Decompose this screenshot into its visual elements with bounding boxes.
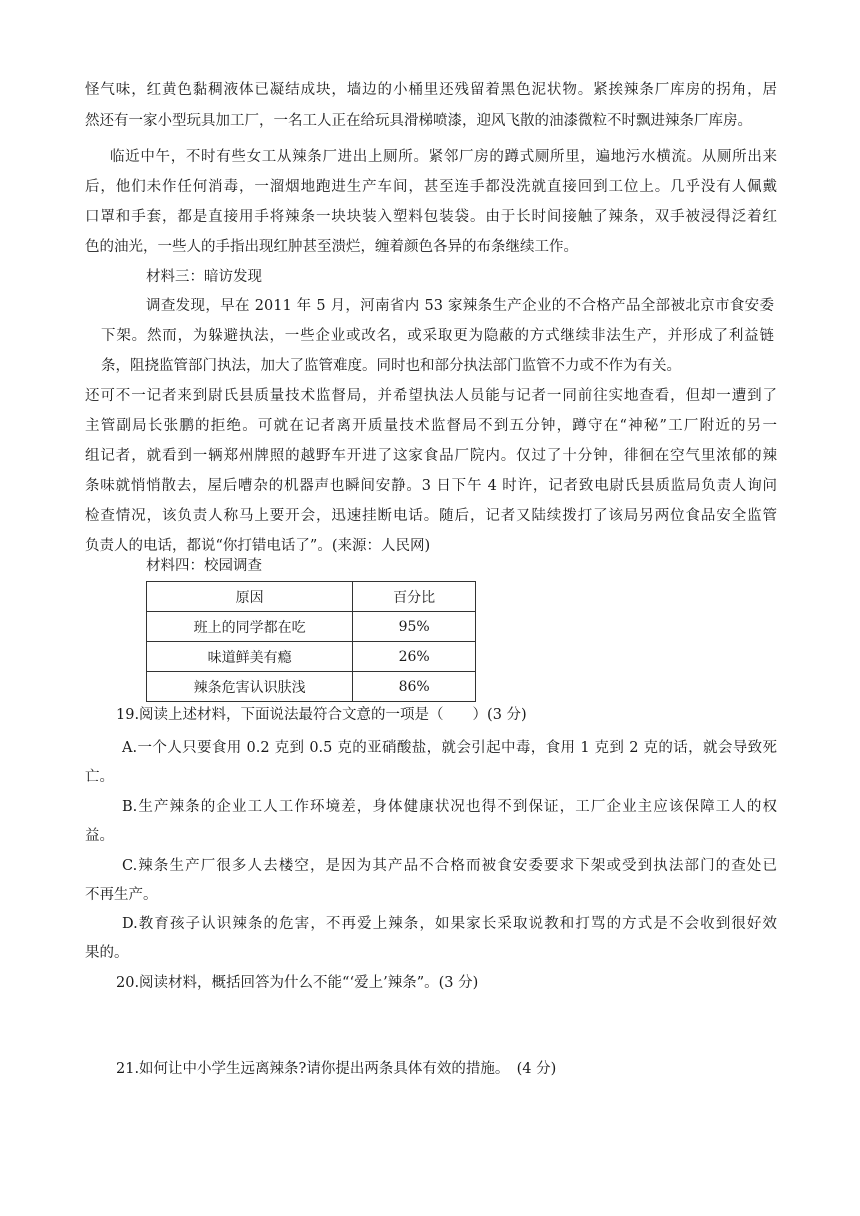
paragraph2-line4: 色的油光，一些人的手指出现红肿甚至溃烂，缠着颜色各异的布条继续工作。: [85, 239, 578, 255]
table-cell-percent: 95%: [353, 612, 476, 642]
material3-line6: 组记者，就看到一辆郑州牌照的越野车开进了这家食品厂院内。仅过了十分钟，徘徊在空气里浓郁的辣: [85, 448, 777, 464]
material3-line1: 调查发现，早在 2011 年 5 月，河南省内 53 家辣条生产企业的不合格产品全部被北京市食安委: [146, 298, 774, 314]
material3-line9: 负责人的电话，都说“你打错电话了”。(来源：人民网): [85, 538, 431, 554]
material3-line3: 条，阻挠监管部门执法，加大了监管难度。同时也和部分执法部门监管不力或不作为有关。: [101, 358, 681, 374]
paragraph1-line1: 怪气味，红黄色黏稠液体已凝结成块，墙边的小桶里还残留着黑色泥状物。紧挨辣条厂库房的拐角，居: [85, 82, 777, 98]
material4-heading: 材料四：校园调查: [146, 558, 262, 574]
q19-option-c-line1: C.辣条生产厂很多人去楼空，是因为其产品不合格而被食安委要求下架或受到执法部门的查处已: [122, 858, 777, 874]
material3-line7: 条味就悄悄散去，屋后嘈杂的机器声也瞬间安静。3 日下午 4 时许，记者致电尉氏县质监局负责人询问: [85, 478, 777, 494]
survey-table: [146, 581, 476, 702]
material3-heading: 材料三：暗访发现: [146, 269, 262, 285]
table-header-reason: 原因: [147, 582, 353, 612]
table-cell-percent: 86%: [353, 672, 476, 702]
table-cell-percent: 26%: [353, 642, 476, 672]
q19-option-a-line2: 亡。: [85, 769, 114, 785]
q19-option-c-line2: 不再生产。: [85, 887, 158, 903]
table-header-row: [147, 582, 476, 612]
q20-stem: 20.阅读材料，概括回答为什么不能“‘爱上’辣条”。(3 分): [116, 975, 479, 991]
q19-option-b-line1: B.生产辣条的企业工人工作环境差，身体健康状况也得不到保证，工厂企业主应该保障工人的权: [122, 799, 777, 815]
material3-line4: 还可不一记者来到尉氏县质量技术监督局，并希望执法人员能与记者一同前往实地查看，但却一遭到了: [85, 388, 777, 404]
table-header-percent: 百分比: [353, 582, 476, 612]
table-cell-reason: 辣条危害认识肤浅: [147, 672, 353, 702]
material3-line2: 下架。然而，为躲避执法，一些企业或改名，或采取更为隐蔽的方式继续非法生产，并形成了利益链: [101, 328, 774, 344]
paragraph2-line2: 后，他们未作任何消毒，一溜烟地跑进生产车间，甚至连手都没洗就直接回到工位上。几乎没有人佩戴: [85, 179, 777, 195]
table-row: [147, 672, 476, 702]
table-row: [147, 642, 476, 672]
q19-option-b-line2: 益。: [85, 828, 114, 844]
q21-stem: 21.如何让中小学生远离辣条?请你提出两条具体有效的措施。 (4 分): [116, 1061, 557, 1077]
material3-line5: 主管副局长张鹏的拒绝。可就在记者离开质量技术监督局不到五分钟，蹲守在“神秘”工厂附近的另一: [85, 418, 777, 434]
material3-line8: 检查情况，该负责人称马上要开会，迅速挂断电话。随后，记者又陆续拨打了该局另两位食品安全监管: [85, 508, 777, 524]
table-cell-reason: 味道鲜美有瘾: [147, 642, 353, 672]
table-cell-reason: 班上的同学都在吃: [147, 612, 353, 642]
q19-stem: 19.阅读上述材料，下面说法最符合文意的一项是（ ）(3 分): [116, 707, 527, 723]
table-row: [147, 612, 476, 642]
paragraph2-line1: 临近中午，不时有些女工从辣条厂进出上厕所。紧邻厂房的蹲式厕所里，遍地污水横流。从厕所出来: [110, 149, 777, 165]
q19-option-a-line1: A.一个人只要食用 0.2 克到 0.5 克的亚硝酸盐，就会引起中毒，食用 1 克到 2 克的话，就会导致死: [122, 740, 777, 756]
paragraph1-line2: 然还有一家小型玩具加工厂，一名工人正在给玩具滑梯喷漆，迎风飞散的油漆微粒不时飘进辣条厂库房。: [85, 113, 752, 129]
paragraph2-line3: 口罩和手套，都是直接用手将辣条一块块装入塑料包装袋。由于长时间接触了辣条，双手被浸得泛着红: [85, 209, 777, 225]
q19-option-d-line2: 果的。: [85, 945, 129, 961]
q19-option-d-line1: D.教育孩子认识辣条的危害，不再爱上辣条，如果家长采取说教和打骂的方式是不会收到很好效: [122, 916, 777, 932]
